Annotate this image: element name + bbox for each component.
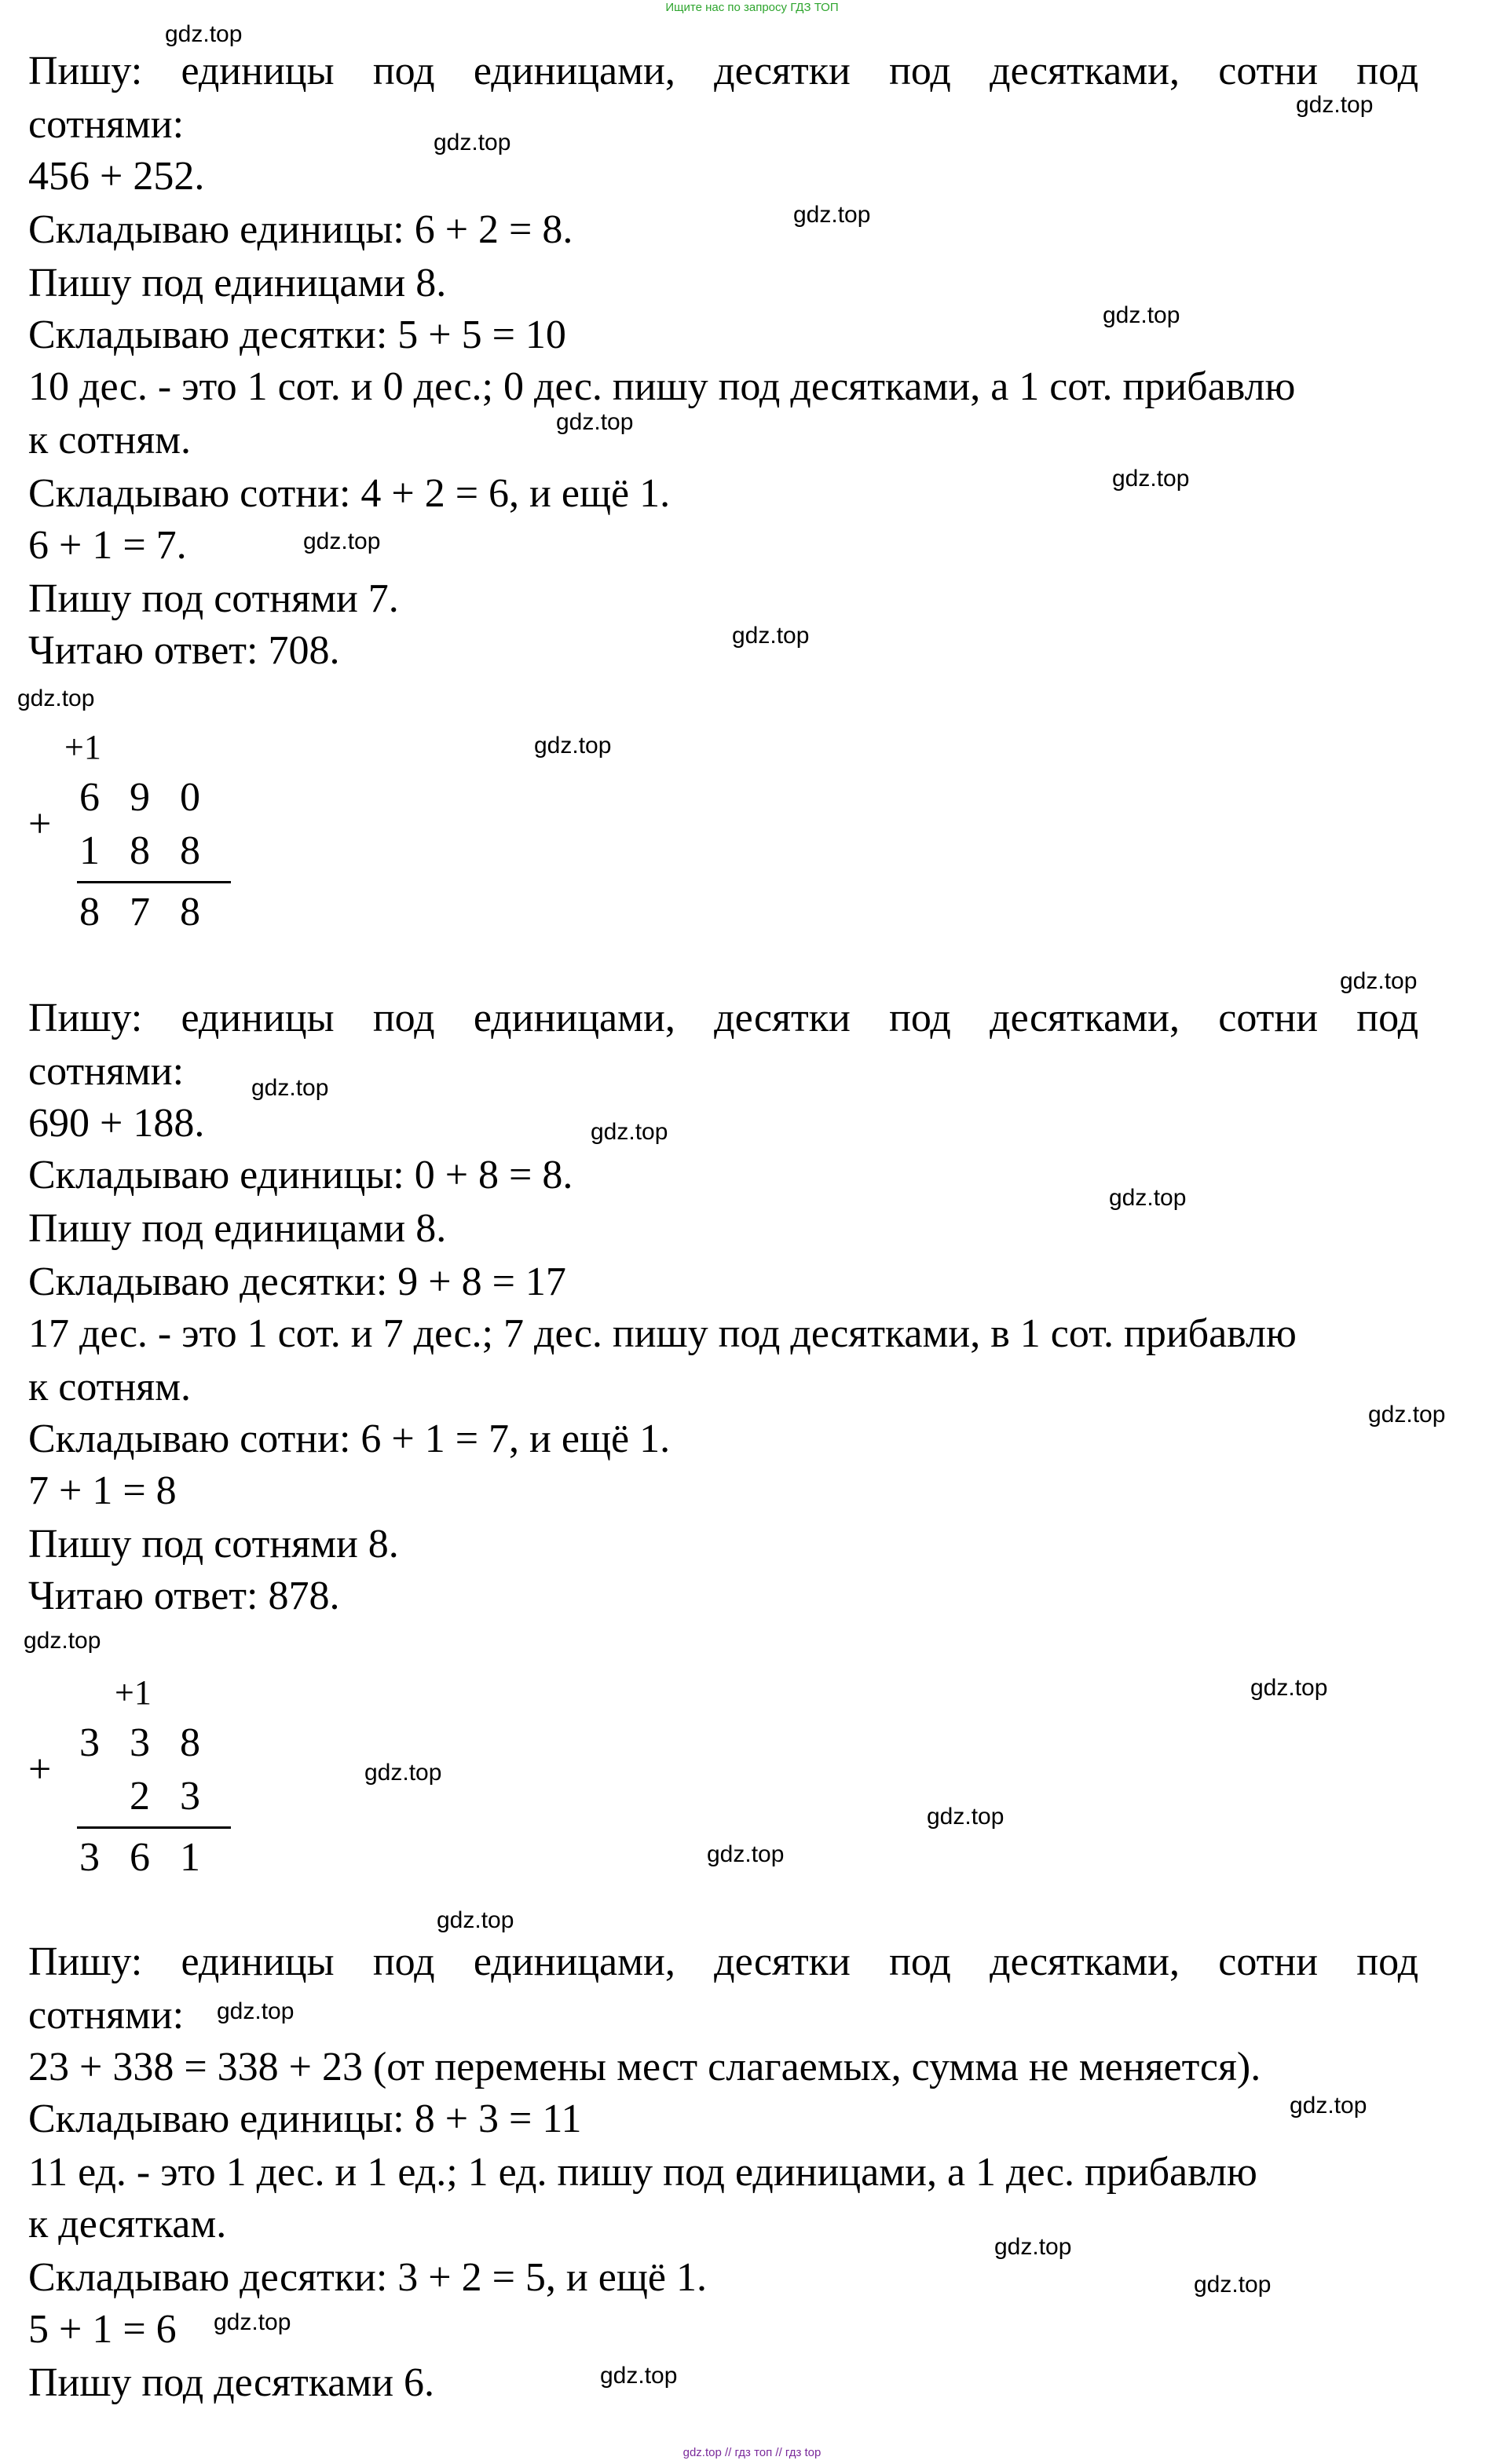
- sum-line: [77, 881, 231, 883]
- digit: 8: [180, 1720, 200, 1765]
- section1-line: Пишу под сотнями 7.: [28, 576, 399, 621]
- section1-line: 10 дес. - это 1 сот. и 0 дес.; 0 дес. пишу под десятками, а 1 сот. прибавлю: [28, 364, 1296, 409]
- section1-line: Складываю единицы: 6 + 2 = 8.: [28, 207, 573, 252]
- watermark: gdz.top: [707, 1841, 785, 1867]
- word: под: [372, 996, 435, 1040]
- section2-line: Складываю единицы: 0 + 8 = 8.: [28, 1153, 573, 1197]
- watermark: gdz.top: [17, 685, 95, 711]
- section1-intro-line1: [28, 46, 1418, 97]
- word: под: [889, 49, 951, 93]
- watermark: gdz.top: [1340, 968, 1418, 994]
- section3-line: к десяткам.: [28, 2202, 227, 2246]
- word: под: [889, 1939, 951, 1984]
- word: под: [1356, 49, 1419, 93]
- watermark: gdz.top: [556, 409, 634, 435]
- digit: 8: [79, 890, 100, 934]
- watermark: gdz.top: [1250, 1675, 1328, 1701]
- watermark: gdz.top: [793, 202, 871, 228]
- watermark: gdz.top: [214, 2309, 291, 2335]
- word: под: [1356, 1939, 1419, 1984]
- section2-intro-line1: [28, 993, 1418, 1044]
- bottom-banner[interactable]: gdz.top // гдз топ // гдз top: [682, 2446, 822, 2459]
- watermark: gdz.top: [600, 2363, 678, 2389]
- section1-line: 456 + 252.: [28, 154, 205, 199]
- watermark: gdz.top: [927, 1804, 1004, 1830]
- digit: 9: [130, 775, 150, 820]
- watermark: gdz.top: [1112, 466, 1190, 492]
- digit: 3: [79, 1720, 100, 1765]
- digit: 8: [180, 890, 200, 934]
- word: единицами,: [473, 996, 675, 1040]
- word: единицы: [181, 1939, 335, 1984]
- digit: 8: [180, 828, 200, 873]
- digit: 3: [79, 1835, 100, 1880]
- section3-line: 5 + 1 = 6: [28, 2307, 177, 2352]
- section2-line: 7 + 1 = 8: [28, 1468, 177, 1513]
- word: под: [372, 49, 435, 93]
- word: единицами,: [473, 49, 675, 93]
- word: десятками,: [990, 1939, 1180, 1984]
- watermark: gdz.top: [534, 733, 612, 759]
- section3-line: 23 + 338 = 338 + 23 (от перемены мест слагаемых, сумма не меняется).: [28, 2045, 1261, 2089]
- word: Пишу:: [28, 996, 143, 1040]
- word: сотни: [1218, 49, 1319, 93]
- watermark: gdz.top: [1290, 2093, 1367, 2119]
- watermark: gdz.top: [217, 1998, 295, 2024]
- carry-mark: +1: [64, 728, 101, 766]
- digit: 0: [180, 775, 200, 820]
- word: сотни: [1218, 1939, 1319, 1984]
- plus-sign: +: [28, 1747, 52, 1792]
- word: под: [372, 1939, 435, 1984]
- watermark: gdz.top: [994, 2234, 1072, 2260]
- column-addition-2: [28, 1668, 264, 1888]
- section2-intro-line2: сотнями:: [28, 1049, 185, 1094]
- section2-line: 17 дес. - это 1 сот. и 7 дес.; 7 дес. пишу под десятками, в 1 сот. прибавлю: [28, 1311, 1297, 1356]
- watermark: gdz.top: [24, 1628, 101, 1654]
- carry-mark: +1: [115, 1673, 152, 1712]
- digit: 3: [130, 1720, 150, 1765]
- watermark: gdz.top: [591, 1119, 668, 1145]
- digit: 6: [130, 1835, 150, 1880]
- word: единицы: [181, 996, 335, 1040]
- watermark: gdz.top: [434, 130, 511, 155]
- watermark: gdz.top: [732, 623, 810, 649]
- section2-line: Пишу под сотнями 8.: [28, 1522, 399, 1567]
- column-addition-1: [28, 722, 264, 942]
- section1-line: Складываю десятки: 5 + 5 = 10: [28, 313, 566, 357]
- sum-line: [77, 1826, 231, 1829]
- plus-sign: +: [28, 802, 52, 846]
- watermark: gdz.top: [364, 1760, 442, 1786]
- word: Пишу:: [28, 49, 143, 93]
- digit: 7: [130, 890, 150, 934]
- section1-line: 6 + 1 = 7.: [28, 523, 187, 568]
- watermark: gdz.top: [251, 1075, 329, 1101]
- section1-line: Читаю ответ: 708.: [28, 628, 340, 673]
- word: десятки: [714, 996, 851, 1040]
- digit: 3: [180, 1774, 200, 1819]
- word: десятки: [714, 1939, 851, 1984]
- word: под: [1356, 996, 1419, 1040]
- digit: 8: [130, 828, 150, 873]
- watermark: gdz.top: [1368, 1402, 1446, 1428]
- word: десятками,: [990, 996, 1180, 1040]
- word: Пишу:: [28, 1939, 143, 1984]
- section2-line: 690 + 188.: [28, 1101, 205, 1146]
- watermark: gdz.top: [303, 528, 381, 554]
- word: единицы: [181, 49, 335, 93]
- section2-line: Пишу под единицами 8.: [28, 1206, 447, 1251]
- section3-intro-line2: сотнями:: [28, 1993, 185, 2038]
- section3-line: Складываю десятки: 3 + 2 = 5, и ещё 1.: [28, 2255, 707, 2300]
- section2-line: Читаю ответ: 878.: [28, 1574, 340, 1618]
- section1-line: Пишу под единицами 8.: [28, 261, 447, 305]
- section3-line: Складываю единицы: 8 + 3 = 11: [28, 2097, 582, 2141]
- watermark: gdz.top: [1194, 2272, 1272, 2298]
- section2-line: к сотням.: [28, 1365, 192, 1409]
- watermark: gdz.top: [1103, 302, 1180, 328]
- section2-line: Складываю десятки: 9 + 8 = 17: [28, 1259, 566, 1304]
- section1-line: Складываю сотни: 4 + 2 = 6, и ещё 1.: [28, 471, 671, 516]
- word: десятками,: [990, 49, 1180, 93]
- word: под: [889, 996, 951, 1040]
- digit: 2: [130, 1774, 150, 1819]
- section3-intro-line1: [28, 1936, 1418, 1988]
- section1-line: к сотням.: [28, 418, 192, 462]
- digit: 1: [180, 1835, 200, 1880]
- digit: 6: [79, 775, 100, 820]
- digit: 1: [79, 828, 100, 873]
- word: десятки: [714, 49, 851, 93]
- watermark: gdz.top: [1296, 92, 1374, 118]
- watermark: gdz.top: [165, 21, 243, 47]
- section3-line: Пишу под десятками 6.: [28, 2360, 435, 2405]
- word: единицами,: [473, 1939, 675, 1984]
- watermark: gdz.top: [437, 1907, 514, 1933]
- top-banner[interactable]: Ищите нас по запросу ГДЗ ТОП: [665, 1, 839, 14]
- word: сотни: [1218, 996, 1319, 1040]
- watermark: gdz.top: [1109, 1185, 1187, 1211]
- section1-intro-line2: сотнями:: [28, 102, 185, 147]
- section3-line: 11 ед. - это 1 дес. и 1 ед.; 1 ед. пишу под единицами, а 1 дес. прибавлю: [28, 2150, 1257, 2195]
- section2-line: Складываю сотни: 6 + 1 = 7, и ещё 1.: [28, 1417, 671, 1461]
